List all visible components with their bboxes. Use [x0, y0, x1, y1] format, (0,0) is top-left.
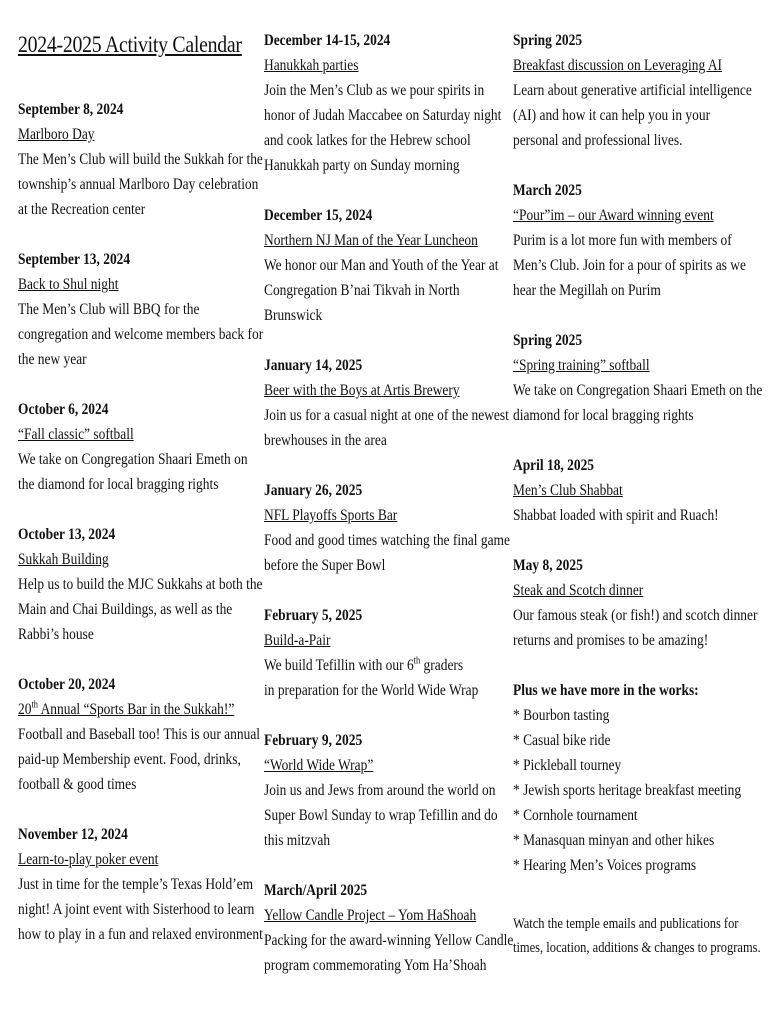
event-description-line: (AI) and how it can help you in your: [513, 107, 711, 124]
page-title: 2024-2025 Activity Calendar: [18, 32, 242, 57]
event-date: October 20, 2024: [18, 676, 116, 693]
event-description-line: The Men’s Club will BBQ for the: [18, 301, 200, 318]
event-entry: [513, 28, 763, 153]
event-name: “World Wide Wrap”: [264, 757, 374, 774]
event-description-line: program commemorating Yom Ha’Shoah: [264, 957, 487, 974]
event-description-line: Brunswick: [264, 307, 323, 324]
event-description-line: Food and good times watching the final game: [264, 532, 510, 549]
event-name: Yellow Candle Project – Yom HaShoah: [264, 907, 477, 924]
footer-line: Watch the temple emails and publications for: [513, 916, 739, 932]
upcoming-item: * Pickleball tourney: [513, 757, 622, 774]
event-description-line: the diamond for local bragging rights: [18, 476, 219, 493]
event-description-line: paid-up Membership event. Food, drinks,: [18, 751, 241, 768]
event-name: Sukkah Building: [18, 551, 109, 568]
event-entry: [264, 478, 510, 578]
event-description-line: Just in time for the temple’s Texas Hold’em: [18, 876, 254, 893]
upcoming-item: * Manasquan minyan and other hikes: [513, 832, 715, 849]
event-entry: [18, 247, 264, 372]
event-name: Marlboro Day: [18, 126, 95, 143]
event-description-line: Super Bowl Sunday to wrap Tefillin and do: [264, 807, 498, 824]
column-1: [18, 28, 264, 972]
event-description-line: this mitzvah: [264, 832, 331, 849]
upcoming-item: * Hearing Men’s Voices programs: [513, 857, 697, 874]
event-description-line: Men’s Club. Join for a pour of spirits as we: [513, 257, 746, 274]
upcoming-heading: Plus we have more in the works:: [513, 682, 699, 699]
event-name: Learn-to-play poker event: [18, 851, 159, 868]
event-name: Men’s Club Shabbat: [513, 482, 623, 499]
event-description-line: returns and promises to be amazing!: [513, 632, 709, 649]
event-description-line: hear the Megillah on Purim: [513, 282, 661, 299]
upcoming-item: * Cornhole tournament: [513, 807, 638, 824]
event-entry: [18, 822, 263, 947]
event-date: February 5, 2025: [264, 607, 363, 624]
description-part: We build Tefillin with our 6: [264, 657, 414, 674]
event-description-line: diamond for local bragging rights: [513, 407, 694, 424]
description-ordinal: th: [413, 655, 421, 667]
event-description-line: Learn about generative artificial intelligence: [513, 82, 752, 99]
event-description-line: We honor our Man and Youth of the Year at: [264, 257, 499, 274]
event-date: December 15, 2024: [264, 207, 373, 224]
event-description-line: night! A joint event with Sisterhood to learn: [18, 901, 255, 918]
event-date: Spring 2025: [513, 32, 583, 49]
event-entry: [18, 522, 263, 647]
event-date: Spring 2025: [513, 332, 583, 349]
event-entry: [513, 328, 763, 428]
event-date: February 9, 2025: [264, 732, 363, 749]
event-name: Back to Shul night: [18, 276, 119, 293]
description-part: graders: [420, 657, 464, 674]
event-entry: [264, 878, 514, 978]
event-date: March/April 2025: [264, 882, 368, 899]
event-name: “Pour”im – our Award winning event: [513, 207, 714, 224]
event-description-line: congregation and welcome members back for: [18, 326, 264, 343]
event-description-line: We take on Congregation Shaari Emeth on: [18, 451, 248, 468]
event-description-line: Our famous steak (or fish!) and scotch dinner: [513, 607, 758, 624]
event-name: NFL Playoffs Sports Bar: [264, 507, 398, 524]
event-name: Beer with the Boys at Artis Brewery: [264, 382, 460, 399]
event-name: Build-a-Pair: [264, 632, 331, 649]
event-description-line: brewhouses in the area: [264, 432, 387, 449]
event-description-line: We take on Congregation Shaari Emeth on the: [513, 382, 763, 399]
event-entry: [18, 97, 263, 222]
event-date: October 13, 2024: [18, 526, 116, 543]
event-description-line: football & good times: [18, 776, 137, 793]
event-description-line: Purim is a lot more fun with members of: [513, 232, 732, 249]
event-date: October 6, 2024: [18, 401, 109, 418]
event-date: September 8, 2024: [18, 101, 124, 118]
event-name: Hanukkah parties: [264, 57, 359, 74]
event-date: November 12, 2024: [18, 826, 128, 843]
event-description-line: before the Super Bowl: [264, 557, 386, 574]
event-description-line: honor of Judah Maccabee on Saturday night: [264, 107, 502, 124]
event-name: “Spring training” softball: [513, 357, 650, 374]
footer-line: times, location, additions & changes to programs.: [513, 940, 761, 956]
event-description-line: Rabbi’s house: [18, 626, 94, 643]
event-description-line: Hanukkah party on Sunday morning: [264, 157, 460, 174]
event-description-line: Help us to build the MJC Sukkahs at both the: [18, 576, 263, 593]
event-entry: [513, 553, 763, 653]
event-name: [18, 697, 235, 722]
event-entry: [264, 353, 509, 453]
event-date: March 2025: [513, 182, 582, 199]
event-name-part: Annual “Sports Bar in the Sukkah!”: [37, 701, 235, 718]
event-description-line: at the Recreation center: [18, 201, 146, 218]
event-entry: [18, 397, 256, 497]
event-name: Steak and Scotch dinner: [513, 582, 644, 599]
event-description-line: how to play in a fun and relaxed environment: [18, 926, 263, 943]
event-name-part: 20: [18, 701, 32, 718]
event-entry: [513, 178, 763, 303]
event-date: December 14-15, 2024: [264, 32, 391, 49]
event-name: “Fall classic” softball: [18, 426, 134, 443]
event-description-line: Join the Men’s Club as we pour spirits in: [264, 82, 485, 99]
event-description-line: in preparation for the World Wide Wrap: [264, 682, 479, 699]
event-description-line: Join us for a casual night at one of the newest: [264, 407, 509, 424]
event-name: Breakfast discussion on Leveraging AI: [513, 57, 723, 74]
event-entry: [264, 603, 504, 703]
event-description-line: Packing for the award-winning Yellow Candle: [264, 932, 514, 949]
event-description-line: Main and Chai Buildings, as well as the: [18, 601, 233, 618]
footer-note: [513, 912, 763, 960]
event-entry: [264, 203, 504, 328]
event-description-line: the new year: [18, 351, 87, 368]
upcoming-item: * Jewish sports heritage breakfast meeting: [513, 782, 742, 799]
event-description-line: The Men’s Club will build the Sukkah for the: [18, 151, 263, 168]
event-description-line: Congregation B’nai Tikvah in North: [264, 282, 460, 299]
event-entry: [264, 728, 504, 853]
event-entry: [264, 28, 504, 178]
event-entry: [18, 672, 261, 797]
event-name: Northern NJ Man of the Year Luncheon: [264, 232, 478, 249]
event-date: January 14, 2025: [264, 357, 363, 374]
upcoming-item: * Bourbon tasting: [513, 707, 610, 724]
event-date: September 13, 2024: [18, 251, 131, 268]
event-entry: [513, 453, 763, 528]
event-name-ordinal: th: [31, 699, 38, 711]
event-description-line: [264, 653, 466, 678]
column-2: [264, 28, 514, 1003]
upcoming-list: [513, 678, 763, 878]
upcoming-item: * Casual bike ride: [513, 732, 611, 749]
event-date: January 26, 2025: [264, 482, 363, 499]
event-description-line: Join us and Jews from around the world on: [264, 782, 496, 799]
event-description-line: and cook latkes for the Hebrew school: [264, 132, 471, 149]
event-description-line: Shabbat loaded with spirit and Ruach!: [513, 507, 719, 524]
event-date: April 18, 2025: [513, 457, 595, 474]
event-date: May 8, 2025: [513, 557, 583, 574]
event-description-line: Football and Baseball too! This is our annual: [18, 726, 261, 743]
event-description-line: township’s annual Marlboro Day celebration: [18, 176, 259, 193]
event-description-line: personal and professional lives.: [513, 132, 683, 149]
column-3: [513, 28, 763, 960]
